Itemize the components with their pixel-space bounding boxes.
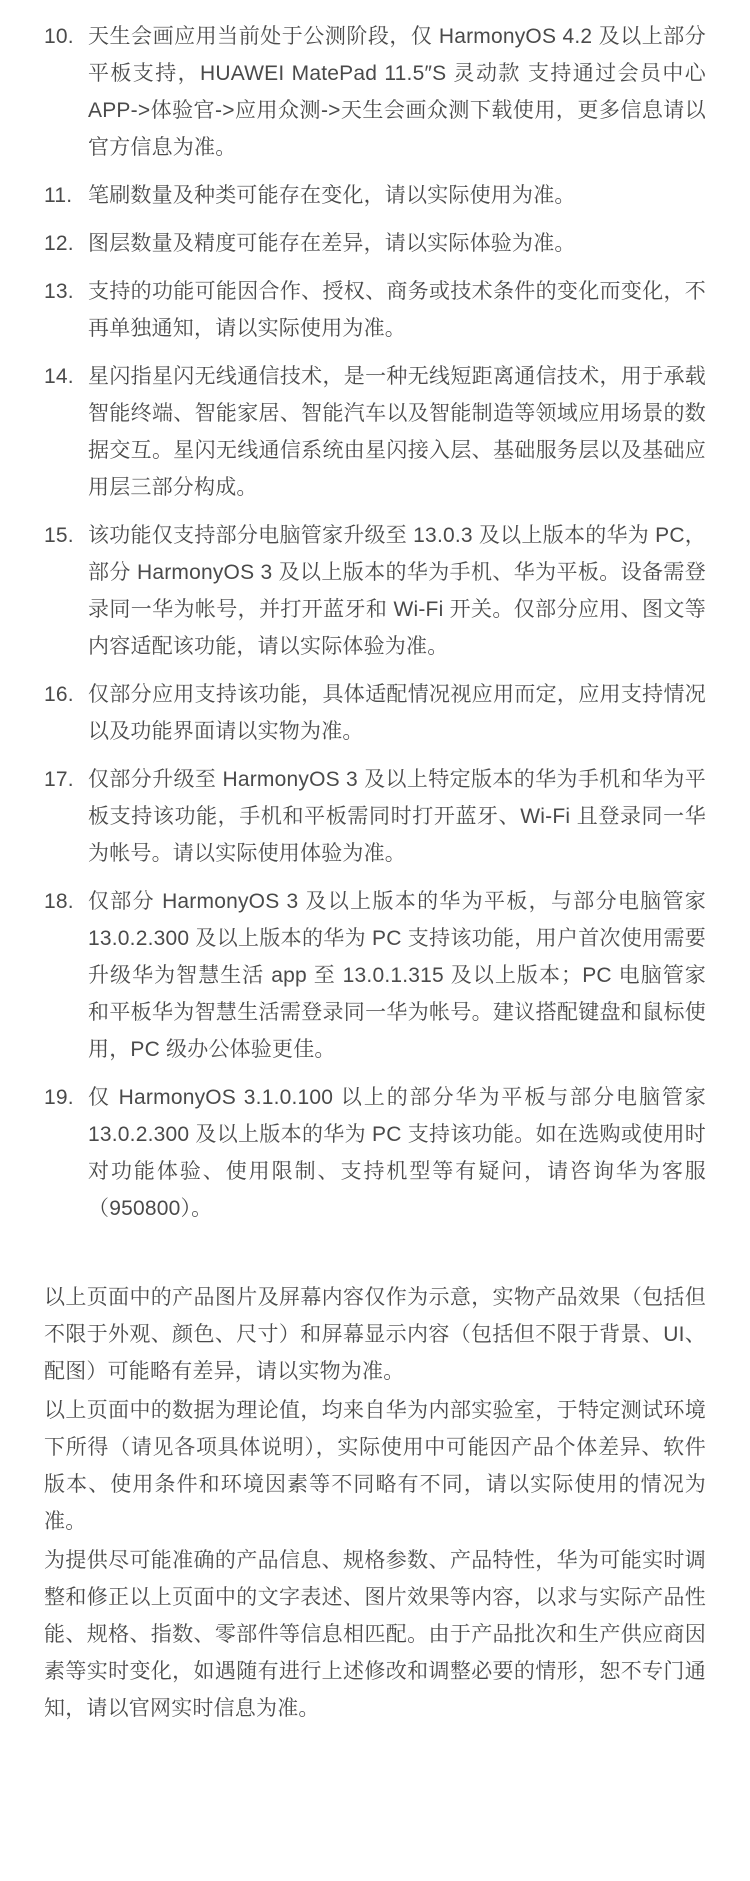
list-item-index: 12.: [44, 232, 74, 255]
list-item-text: 天生会画应用当前处于公测阶段，仅 HarmonyOS 4.2 及以上部分平板支持，HUAWEI MatePad 11.5″S 灵动款 支持通过会员中心APP->体验官->应用众测->天生会画众测下载使用，更多信息请以官方信息为准。: [88, 25, 706, 159]
numbered-disclaimer-list: [44, 18, 706, 1227]
list-item-index: 14.: [44, 365, 74, 388]
list-item: [44, 358, 706, 506]
list-item-text: 该功能仅支持部分电脑管家升级至 13.0.3 及以上版本的华为 PC，部分 HarmonyOS 3 及以上版本的华为手机、华为平板。设备需登录同一华为帐号，并打开蓝牙和 Wi-Fi 开关。仅部分应用、图文等内容适配该功能，请以实际体验为准。: [88, 524, 706, 658]
list-item: [44, 761, 706, 872]
list-item-text: 仅部分应用支持该功能，具体适配情况视应用而定，应用支持情况以及功能界面请以实物为准。: [88, 683, 706, 743]
general-statement-paragraph: 以上页面中的产品图片及屏幕内容仅作为示意，实物产品效果（包括但不限于外观、颜色、尺寸）和屏幕显示内容（包括但不限于背景、UI、配图）可能略有差异，请以实物为准。: [44, 1286, 706, 1383]
list-item-index: 10.: [44, 25, 74, 48]
list-item-index: 17.: [44, 768, 74, 791]
list-item-index: 18.: [44, 890, 74, 913]
list-item-index: 16.: [44, 683, 74, 706]
list-item: [44, 273, 706, 347]
list-item-text: 图层数量及精度可能存在差异，请以实际体验为准。: [88, 232, 576, 255]
general-statement-paragraph: 以上页面中的数据为理论值，均来自华为内部实验室，于特定测试环境下所得（请见各项具体说明），实际使用中可能因产品个体差异、软件版本、使用条件和环境因素等不同略有不同，请以实际使用的情况为准。: [44, 1399, 706, 1533]
list-item: [44, 883, 706, 1068]
general-statement-paragraph: 为提供尽可能准确的产品信息、规格参数、产品特性，华为可能实时调整和修正以上页面中的文字表述、图片效果等内容，以求与实际产品性能、规格、指数、零部件等信息相匹配。由于产品批次和生产供应商因素等实时变化，如遇随有进行上述修改和调整必要的情形，恕不专门通知，请以官网实时信息为准。: [44, 1549, 706, 1720]
list-item-text: 星闪指星闪无线通信技术，是一种无线短距离通信技术，用于承载智能终端、智能家居、智能汽车以及智能制造等领域应用场景的数据交互。星闪无线通信系统由星闪接入层、基础服务层以及基础应用层三部分构成。: [88, 365, 706, 499]
list-item-index: 11.: [44, 184, 73, 207]
list-item: [44, 225, 706, 262]
list-item-text: 支持的功能可能因合作、授权、商务或技术条件的变化而变化，不再单独通知，请以实际使用为准。: [88, 280, 706, 340]
list-item-index: 15.: [44, 524, 74, 547]
list-item-index: 13.: [44, 280, 74, 303]
list-item: [44, 676, 706, 750]
list-item-text: 笔刷数量及种类可能存在变化，请以实际使用为准。: [88, 184, 576, 207]
list-item-text: 仅 HarmonyOS 3.1.0.100 以上的部分华为平板与部分电脑管家 13.0.2.300 及以上版本的华为 PC 支持该功能。如在选购或使用时对功能体验、使用限制、支持机型等有疑问，请咨询华为客服（950800）。: [88, 1086, 706, 1220]
list-item-text: 仅部分升级至 HarmonyOS 3 及以上特定版本的华为手机和华为平板支持该功能，手机和平板需同时打开蓝牙、Wi-Fi 且登录同一华为帐号。请以实际使用体验为准。: [88, 768, 706, 865]
list-item: [44, 1079, 706, 1227]
list-item: [44, 177, 706, 214]
list-item: [44, 517, 706, 665]
list-item-index: 19.: [44, 1086, 74, 1109]
list-item-text: 仅部分 HarmonyOS 3 及以上版本的华为平板，与部分电脑管家 13.0.2.300 及以上版本的华为 PC 支持该功能，用户首次使用需要升级华为智慧生活 app 至 13.0.1.315 及以上版本；PC 电脑管家和平板华为智慧生活需登录同一华为帐号。建议搭配键盘和鼠标使用，PC 级办公体验更佳。: [88, 890, 706, 1061]
general-statements-block: [44, 1279, 706, 1727]
list-item: [44, 18, 706, 166]
